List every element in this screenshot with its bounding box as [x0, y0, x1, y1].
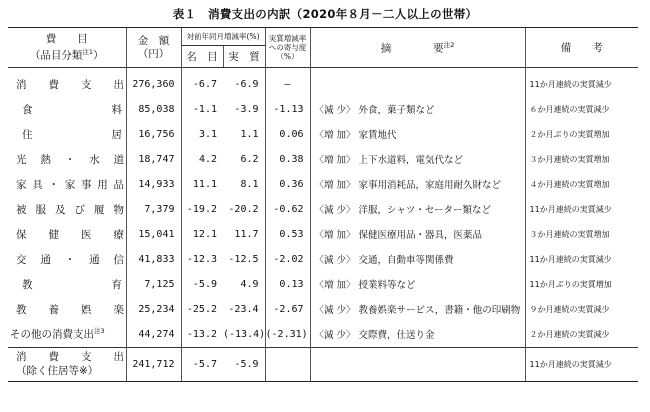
- table-row: [8, 197, 638, 222]
- row-amount: 41,833: [126, 247, 181, 272]
- row-summary: 〈増 加〉 家賃地代: [310, 122, 525, 147]
- row-real: 6.2: [240, 153, 259, 165]
- row-item: 住 居: [22, 128, 122, 141]
- row-item: その他の消費支出$^{注3}$: [10, 327, 105, 341]
- header-remarks: 備 考: [525, 28, 638, 68]
- row-remark: 11か月連続の実質減少: [525, 72, 638, 97]
- table-row: [8, 222, 638, 247]
- row-item: 教 育: [22, 278, 122, 291]
- row-amount: 16,756: [126, 122, 181, 147]
- row-contrib: 0.13: [265, 272, 310, 297]
- row-remark: ２か月連続の実質減少: [525, 322, 638, 348]
- header-nominal: 名 目: [181, 46, 223, 68]
- row-contrib: -2.67: [265, 297, 310, 322]
- row-item: 食 料: [22, 103, 122, 116]
- row-contrib: (-2.31): [265, 322, 310, 348]
- row-amount: 15,041: [126, 222, 181, 247]
- row-real: 8.1: [240, 178, 259, 190]
- row-amount: 276,360: [126, 72, 181, 97]
- row-contrib: 0.38: [265, 147, 310, 172]
- row-nominal: -12.3: [181, 247, 223, 272]
- row-remark: ４か月連続の実質増加: [525, 172, 638, 197]
- row-real: 11.7: [234, 228, 259, 240]
- table-row: [8, 97, 638, 122]
- row-contrib: 0.36: [265, 172, 310, 197]
- row-nominal: 4.2: [181, 147, 223, 172]
- table-row: [8, 122, 638, 147]
- row-item: 光 熱 ・ 水 道: [16, 153, 124, 166]
- row-nominal: -5.9: [181, 272, 223, 297]
- table-row: [8, 322, 638, 348]
- row-summary: 〈増 加〉 授業料等など: [310, 272, 525, 297]
- row-nominal: -25.2: [181, 297, 223, 322]
- row-remark: ３か月連続の実質増加: [525, 222, 638, 247]
- row-summary: 〈増 加〉 家事用消耗品，家庭用耐久財など: [310, 172, 525, 197]
- row-item: 家 具 ・ 家 事 用 品: [16, 178, 124, 191]
- row-summary: 〈減 少〉 教養娯楽サービス，書籍・他の印刷物: [310, 297, 525, 322]
- row-remark: 11か月連続の実質減少: [525, 197, 638, 222]
- row-summary: [310, 72, 525, 97]
- row-contrib: 0.06: [265, 122, 310, 147]
- row-real: 4.9: [240, 278, 259, 290]
- row-nominal: -5.7: [181, 347, 223, 381]
- row-amount: 14,933: [126, 172, 181, 197]
- row-contrib: -0.62: [265, 197, 310, 222]
- row-nominal: 11.1: [181, 172, 223, 197]
- row-contrib: —: [265, 72, 310, 97]
- row-amount: 241,712: [126, 347, 181, 381]
- row-amount: 44,274: [126, 322, 181, 348]
- row-amount: 85,038: [126, 97, 181, 122]
- table-row: [8, 172, 638, 197]
- row-item: 消 費 支 出: [16, 78, 124, 91]
- row-amount: 7,379: [126, 197, 181, 222]
- row-real: -23.4: [228, 303, 259, 315]
- row-real: (-13.4): [223, 328, 266, 340]
- row-summary: 〈増 加〉 保健医療用品・器具，医薬品: [310, 222, 525, 247]
- table-row: [8, 272, 638, 297]
- row-real: -6.9: [234, 78, 259, 90]
- row-contrib: 0.53: [265, 222, 310, 247]
- row-nominal: -1.1: [181, 97, 223, 122]
- row-amount: 25,234: [126, 297, 181, 322]
- row-nominal: 12.1: [181, 222, 223, 247]
- row-summary: 〈減 少〉 洋服，シャツ・セーター類など: [310, 197, 525, 222]
- row-contrib: -1.13: [265, 97, 310, 122]
- row-real: -20.2: [228, 203, 259, 215]
- header-amount: 金 額 （円）: [126, 28, 181, 68]
- row-remark: 11か月連続の実質減少: [525, 347, 638, 381]
- row-amount: 7,125: [126, 272, 181, 297]
- header-real: 実 質: [223, 46, 265, 68]
- row-contrib: -2.02: [265, 247, 310, 272]
- row-summary: 〈増 加〉 上下水道料，電気代など: [310, 147, 525, 172]
- table-title: 表１ 消費支出の内訳（2020年８月－二人以上の世帯）: [172, 7, 478, 21]
- row-item: 教 養 娯 楽: [16, 303, 124, 316]
- row-remark: 11か月ぶりの実質増加: [525, 272, 638, 297]
- row-summary: 〈減 少〉 外食，菓子類など: [310, 97, 525, 122]
- table-row-footer: [8, 347, 638, 381]
- row-item: 消 費 支 出 （除く住居等※）: [8, 347, 126, 381]
- table-row: [8, 297, 638, 322]
- header-summary: 摘 要$^{注2}$: [310, 28, 525, 68]
- row-contrib: [265, 347, 310, 381]
- row-real: -12.5: [228, 253, 259, 265]
- row-item: 交 通 ・ 通 信: [16, 253, 124, 266]
- table-row: [8, 147, 638, 172]
- row-summary: [310, 347, 525, 381]
- row-remark: ９か月連続の実質減少: [525, 297, 638, 322]
- row-real: -5.9: [223, 347, 265, 381]
- table-row: [8, 247, 638, 272]
- row-item: 被 服 及 び 履 物: [16, 203, 124, 216]
- header-yoy: 対前年同月増減率(%): [181, 28, 265, 46]
- header-contrib: 実質増減率への寄与度（%）: [265, 28, 310, 68]
- row-summary: 〈減 少〉 交際費，仕送り金: [310, 322, 525, 348]
- row-summary: 〈減 少〉 交通，自動車等関係費: [310, 247, 525, 272]
- row-remark: 11か月連続の実質減少: [525, 247, 638, 272]
- row-amount: 18,747: [126, 147, 181, 172]
- row-nominal: -19.2: [181, 197, 223, 222]
- row-real: 1.1: [240, 128, 259, 140]
- row-real: -3.9: [234, 103, 259, 115]
- row-item: 保 健 医 療: [16, 228, 124, 241]
- row-remark: ２か月ぶりの実質増加: [525, 122, 638, 147]
- row-nominal: -6.7: [181, 72, 223, 97]
- row-nominal: 3.1: [181, 122, 223, 147]
- row-remark: ６か月連続の実質減少: [525, 97, 638, 122]
- header-item: 費 目 （品目分類$^{注1}$）: [8, 28, 126, 68]
- consumption-table: [8, 27, 638, 382]
- row-nominal: -13.2: [181, 322, 223, 348]
- row-remark: ３か月連続の実質増加: [525, 147, 638, 172]
- table-row: [8, 72, 638, 97]
